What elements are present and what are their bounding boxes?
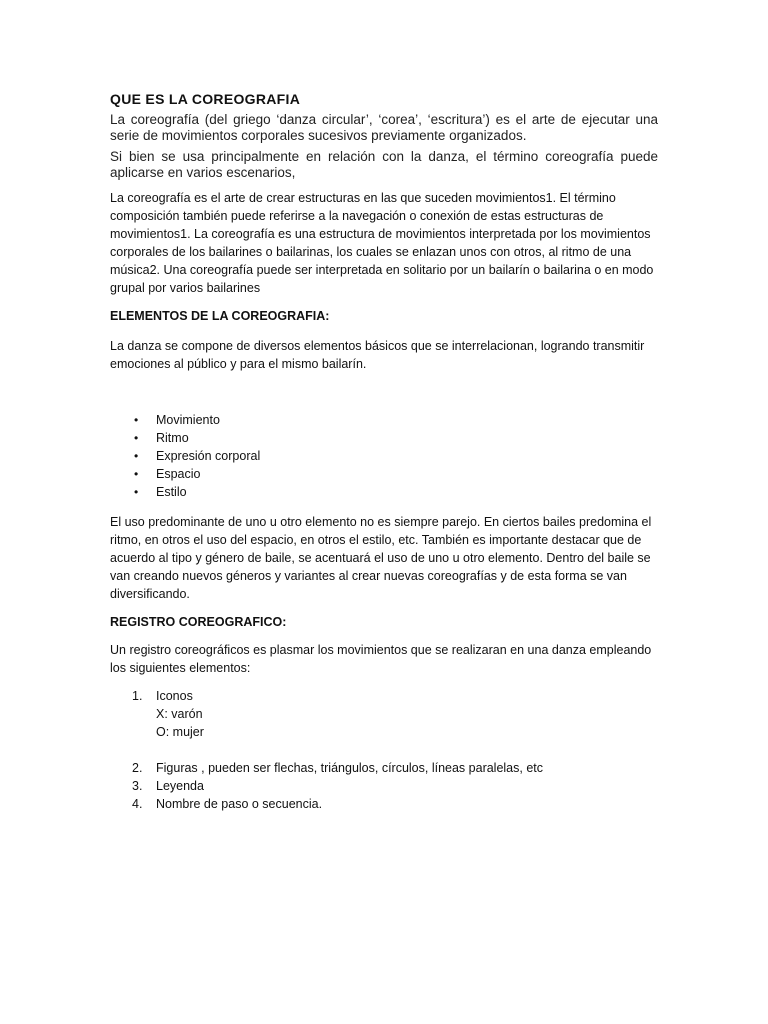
- registro-list: [110, 687, 658, 813]
- list-item: • Movimiento: [134, 413, 220, 427]
- elements-intro-paragraph: La danza se compone de diversos elementos básicos que se interrelacionan, logrando transmitir emociones al público y para el mismo bailarín.: [110, 339, 645, 371]
- bullet-icon: •: [134, 467, 139, 481]
- list-item: [110, 687, 658, 741]
- list-item: • Estilo: [134, 485, 187, 499]
- document-page: [110, 90, 658, 813]
- list-item-label: Figuras , pueden ser flechas, triángulos, círculos, líneas paralelas, etc: [156, 761, 544, 775]
- bullet-icon: •: [134, 413, 139, 427]
- list-number: 2.: [132, 761, 143, 775]
- document-title: QUE ES LA COREOGRAFIA: [110, 91, 301, 107]
- list-number: 4.: [132, 797, 143, 811]
- list-number: 1.: [132, 689, 143, 703]
- elements-list: [110, 411, 658, 501]
- list-item-label: Nombre de paso o secuencia.: [156, 797, 323, 811]
- bullet-icon: •: [134, 449, 139, 463]
- intro-paragraph-2: Si bien se usa principalmente en relación con la danza, el término coreografía puede aplicarse en varios escenarios,: [110, 149, 658, 180]
- list-item: [110, 795, 658, 813]
- list-sub-item: O: mujer: [156, 725, 204, 739]
- registro-intro-paragraph: Un registro coreográficos es plasmar los movimientos que se realizaran en una danza empleando los siguientes elementos:: [110, 643, 652, 675]
- list-item-label: Iconos: [156, 689, 193, 703]
- list-item: [110, 777, 658, 795]
- definition-paragraph: La coreografía es el arte de crear estructuras en las que suceden movimientos1. El término composición también puede referirse a la navegación o conexión de estas estructuras de movimientos1. La coreografía es una estructura de movimientos interpretada por los movimientos corporales de los bailarines o bailarinas, los cuales se enlazan unos con otros, al ritmo de una música2. Una coreografía puede ser interpretada en solitario por un bailarín o bailarina o en modo grupal por varios bailarines: [110, 191, 654, 295]
- list-sub-item: X: varón: [156, 707, 203, 721]
- list-item: • Ritmo: [134, 431, 189, 445]
- list-item: • Expresión corporal: [134, 449, 261, 463]
- registro-heading: REGISTRO COREOGRAFICO:: [110, 615, 287, 629]
- intro-paragraph-1: La coreografía (del griego ‘danza circular’, ‘corea’, ‘escritura’) es el arte de ejecutar una serie de movimientos corporales sucesivos previamente organizados.: [110, 112, 658, 143]
- list-item: [110, 759, 658, 777]
- bullet-icon: •: [134, 485, 139, 499]
- list-item-label: Leyenda: [156, 779, 204, 793]
- elements-heading: ELEMENTOS DE LA COREOGRAFIA:: [110, 309, 330, 323]
- list-number: 3.: [132, 779, 143, 793]
- bullet-icon: •: [134, 431, 139, 445]
- list-item: • Espacio: [134, 467, 201, 481]
- elements-outro-paragraph: El uso predominante de uno u otro elemento no es siempre parejo. En ciertos bailes predomina el ritmo, en otros el uso del espacio, en otros el estilo, etc. También es importante destacar que de acuerdo al tipo y género de baile, se acentuará el uso de uno u otro elemento. Dentro del baile se van creando nuevos géneros y variantes al crear nuevas coreografías y de esta forma se van diversificando.: [110, 515, 652, 601]
